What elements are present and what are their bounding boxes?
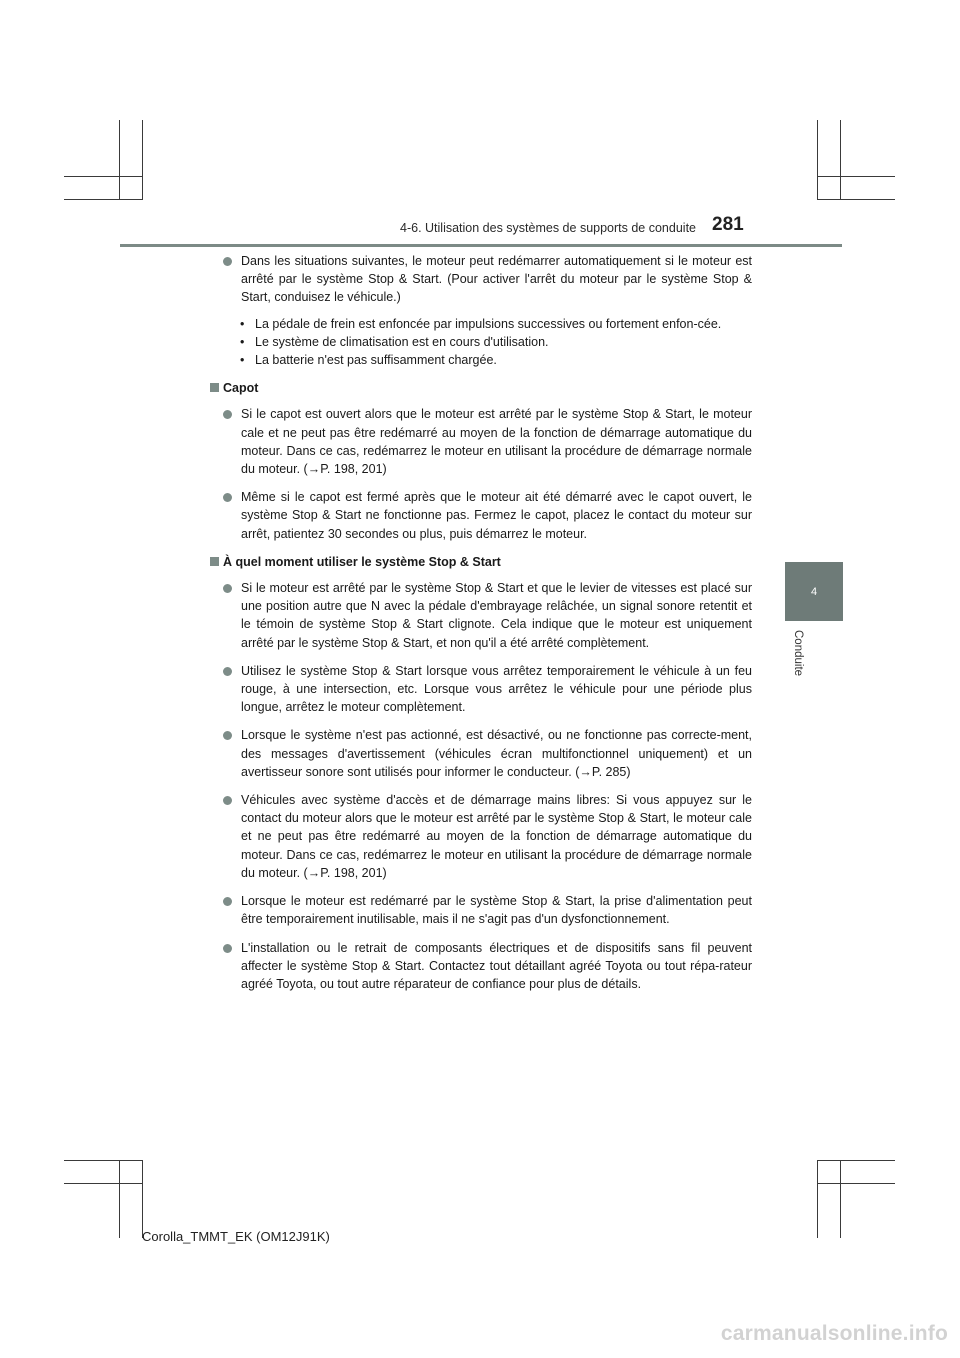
crop-mark (817, 199, 895, 200)
paragraph: Même si le capot est fermé après que le moteur ait été démarré avec le capot ouvert, le système Stop & Start ne fonctionne pas. Fermez le capot, placez le contact du moteur sur arrêt, patientez 30 secondes ou plus, puis démarrez le moteur. (220, 488, 752, 543)
crop-mark (817, 1160, 818, 1238)
document-code: Corolla_TMMT_EK (OM12J91K) (142, 1229, 330, 1244)
chapter-name: Conduite (792, 630, 804, 677)
list-item: • La batterie n'est pas suffisamment chargée. (240, 351, 752, 369)
crop-mark (142, 1160, 143, 1238)
section-title: 4-6. Utilisation des systèmes de supports de conduite (400, 221, 696, 235)
crop-mark (840, 120, 841, 200)
bullet-circle-icon (223, 944, 232, 953)
page-content (220, 252, 752, 1003)
bullet-circle-icon (223, 667, 232, 676)
crop-mark (142, 120, 143, 200)
section-heading: À quel moment utiliser le système Stop & Start (220, 553, 752, 571)
intro-paragraph: Dans les situations suivantes, le moteur peut redémarrer automatiquement si le moteur est arrêté par le système Stop & Start. (Pour activer l'arrêt du moteur par le système Stop & Start, conduisez le véhicule.) (220, 252, 752, 307)
list-item: • Le système de climatisation est en cours d'utilisation. (240, 333, 752, 351)
crop-mark (840, 1160, 841, 1238)
condition-list (220, 315, 752, 370)
paragraph: Lorsque le système n'est pas actionné, est désactivé, ou ne fonctionne pas correcte-ment, des messages d'avertissement (véhicules écran multifonctionnel uniquement) et un avertisseur sonore sont utilisés pour informer le conducteur. (→P. 285) (220, 726, 752, 781)
paragraph: Lorsque le moteur est redémarré par le système Stop & Start, la prise d'alimentation peut être temporairement inutilisable, mais il ne s'agit pas d'un dysfonctionnement. (220, 892, 752, 928)
dot-icon: • (240, 353, 245, 368)
crop-mark (817, 1160, 895, 1161)
list-item: • La pédale de frein est enfoncée par impulsions successives ou fortement enfon-cée. (240, 315, 752, 333)
dot-icon: • (240, 316, 245, 331)
square-bullet-icon (210, 557, 219, 566)
bullet-circle-icon (223, 897, 232, 906)
square-bullet-icon (210, 383, 219, 392)
bullet-circle-icon (223, 493, 232, 502)
section-heading: Capot (220, 379, 752, 397)
page-number: 281 (712, 214, 744, 235)
crop-mark (817, 120, 818, 200)
paragraph: Si le moteur est arrêté par le système Stop & Start et que le levier de vitesses est placé sur une position autre que N avec la pédale d'embrayage relâchée, un signal sonore retentit et le témoin de système Stop & Start clignote. Cela indique que le moteur est uniquement arrêté par le système Stop & Start, et non qu'il a été arrêté complètement. (220, 579, 752, 652)
crop-mark (64, 199, 142, 200)
crop-mark (64, 176, 142, 177)
watermark: carmanualsonline.info (720, 1322, 948, 1345)
crop-mark (119, 120, 120, 200)
paragraph: Si le capot est ouvert alors que le moteur est arrêté par le système Stop & Start, le moteur cale et ne peut pas être redémarré au moyen de la fonction de démarrage automatique du moteur. Dans ce cas, redémarrez le moteur en utilisant la procédure de démarrage normale du moteur. (→P. 198, 201) (220, 405, 752, 478)
paragraph: Utilisez le système Stop & Start lorsque vous arrêtez temporairement le véhicule à un feu rouge, à une intersection, etc. Lorsque vous arrêtez le véhicule pour une période plus longue, arrêtez le moteur complètement. (220, 662, 752, 717)
header-divider (120, 244, 842, 247)
bullet-circle-icon (223, 731, 232, 740)
bullet-circle-icon (223, 410, 232, 419)
paragraph: L'installation ou le retrait de composants électriques et de dispositifs sans fil peuvent affecter le système Stop & Start. Contactez tout détaillant agréé Toyota ou tout répa-rateur agréé Toyota, ou tout autre réparateur de confiance pour plus de détails. (220, 939, 752, 994)
crop-mark (64, 1183, 142, 1184)
crop-mark (817, 1183, 895, 1184)
crop-mark (817, 176, 895, 177)
crop-mark (64, 1160, 142, 1161)
bullet-circle-icon (223, 257, 232, 266)
paragraph: Véhicules avec système d'accès et de démarrage mains libres: Si vous appuyez sur le contact du moteur alors que le moteur est arrêté par le système Stop & Start, le moteur cale et ne peut pas être redémarré au moyen de la fonction de démarrage automatique du moteur. Dans ce cas, redémarrez le moteur en utilisant la procédure de démarrage normale du moteur. (→P. 198, 201) (220, 791, 752, 882)
dot-icon: • (240, 334, 245, 349)
crop-mark (119, 1160, 120, 1238)
chapter-number: 4 (810, 585, 818, 598)
chapter-tab (785, 562, 843, 621)
bullet-circle-icon (223, 796, 232, 805)
bullet-circle-icon (223, 584, 232, 593)
